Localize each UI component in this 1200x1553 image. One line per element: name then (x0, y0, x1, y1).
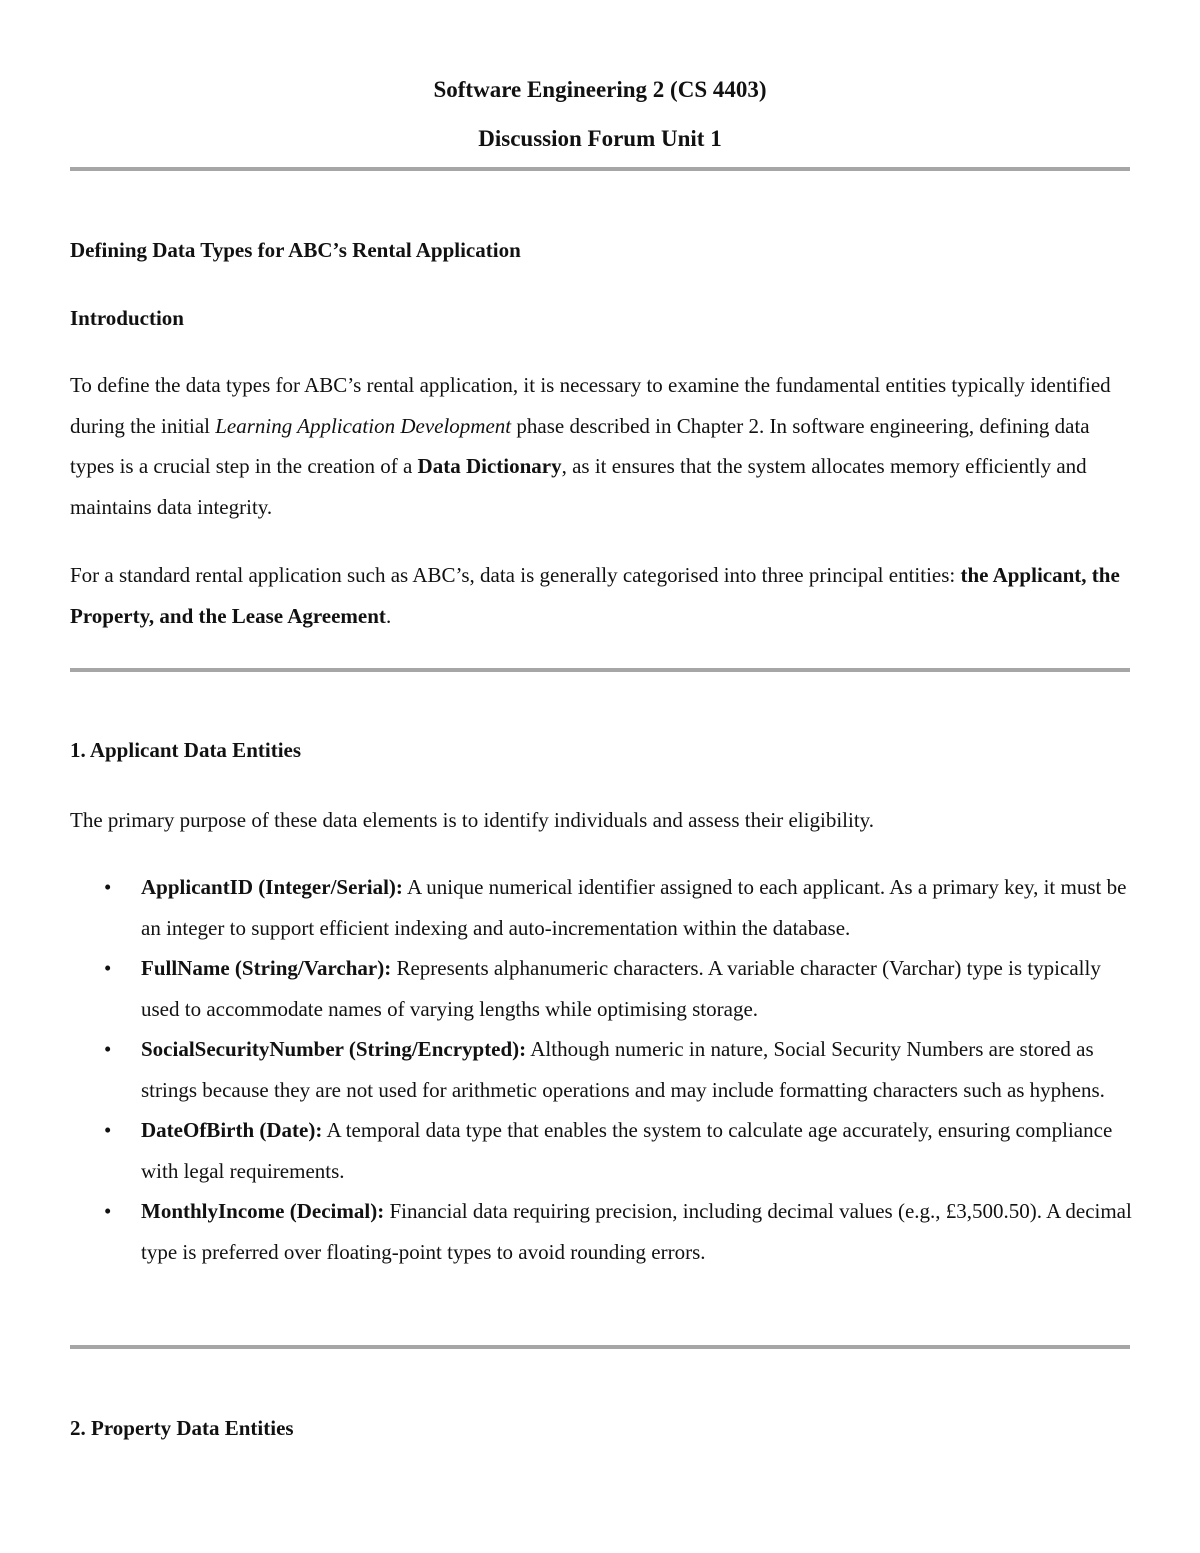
list-item (70, 1191, 1132, 1272)
list-item (70, 1110, 1132, 1191)
field-term: ApplicantID (Integer/Serial): (141, 875, 403, 899)
section-2-heading: 2. Property Data Entities (70, 1416, 294, 1440)
bullet-icon: • (104, 875, 112, 899)
field-term: DateOfBirth (Date): (141, 1118, 323, 1142)
document-title: Software Engineering 2 (CS 4403) (433, 77, 767, 102)
list-item (70, 867, 1132, 948)
introduction-paragraph-1: To define the data types for ABC’s rental application, it is necessary to examine the fundamental entities typically identified during the initial Learning Application Development phase described in Chapter 2. In software engineering, defining data types is a crucial step in the creation of a Data Dictionary, as it ensures that the system allocates memory efficiently and maintains data integrity. (70, 373, 1111, 519)
introduction-heading: Introduction (70, 306, 184, 330)
main-heading: Defining Data Types for ABC’s Rental Application (70, 238, 521, 262)
section-1-intro: The primary purpose of these data elements is to identify individuals and assess their eligibility. (70, 808, 875, 832)
horizontal-divider (70, 668, 1130, 672)
horizontal-divider (70, 1345, 1130, 1349)
bullet-icon: • (104, 1199, 112, 1223)
field-description: A temporal data type that enables the system to calculate age accurately, ensuring compliance with legal requirements. (141, 1118, 1113, 1183)
document-subtitle: Discussion Forum Unit 1 (478, 126, 722, 151)
horizontal-divider (70, 167, 1130, 171)
bullet-icon: • (104, 1118, 112, 1142)
field-term: FullName (String/Varchar): (141, 956, 392, 980)
bullet-icon: • (104, 1037, 112, 1061)
list-item (70, 948, 1132, 1029)
section-1-heading: 1. Applicant Data Entities (70, 738, 302, 762)
emphasis-data-dictionary: Data Dictionary (417, 454, 562, 478)
emphasis-phase-name: Learning Application Development (215, 413, 512, 438)
bullet-icon: • (104, 956, 112, 980)
introduction-paragraph-2: For a standard rental application such as ABC’s, data is generally categorised into three principal entities: the Applicant, the Property, and the Lease Agreement. (70, 563, 1120, 628)
applicant-fields-list (70, 867, 1132, 1272)
field-description: Represents alphanumeric characters. A variable character (Varchar) type is typically used to accommodate names of varying lengths while optimising storage. (141, 956, 1101, 1021)
field-description: Financial data requiring precision, including decimal values (e.g., £3,500.50). A decimal type is preferred over floating-point types to avoid rounding errors. (141, 1199, 1132, 1264)
field-term: SocialSecurityNumber (String/Encrypted): (141, 1037, 527, 1061)
list-item (70, 1029, 1132, 1110)
document-page (70, 0, 1130, 1553)
field-description: A unique numerical identifier assigned to each applicant. As a primary key, it must be an integer to support efficient indexing and auto-incrementation within the database. (141, 875, 1127, 940)
field-term: MonthlyIncome (Decimal): (141, 1199, 385, 1223)
field-description: Although numeric in nature, Social Security Numbers are stored as strings because they are not used for arithmetic operations and may include formatting characters such as hyphens. (141, 1037, 1105, 1102)
emphasis-entities: the Applicant, the Property, and the Lease Agreement (70, 563, 1120, 628)
